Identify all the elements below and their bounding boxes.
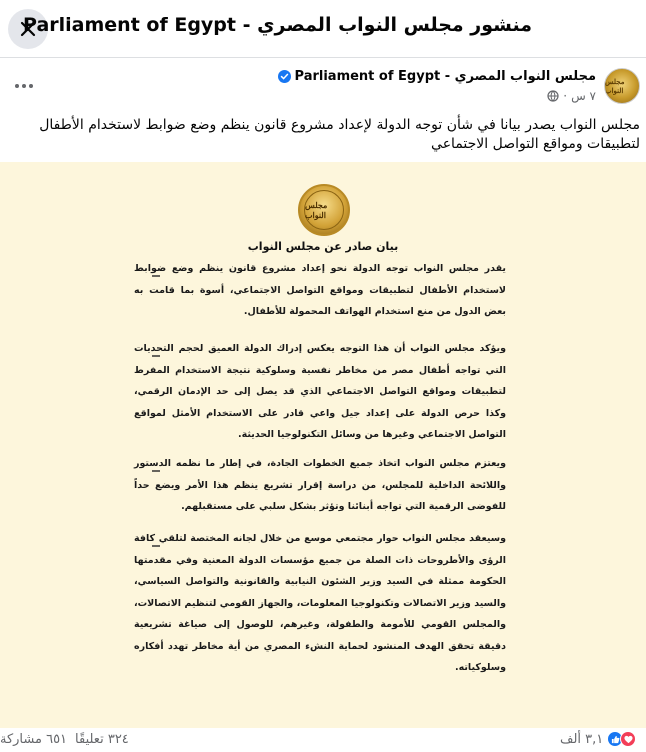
document-paragraph: وسيعقد مجلس النواب حوار مجتمعي موسع من خلال لجانه المختصة لتلقي كافة الرؤى والأطروحات ذات الصلة من جميع مؤسسات الدولة المعنية وفي مقدمتها الحكومة ممثلة في السيد وزير الشئون النيابية والقانونية والتواصل السياسي، والسيد وزير الاتصالات وتكنولوجيا المعلومات، والجهاز القومي لتنظيم الاتصالات، والمجلس القومي للأمومة والطفولة، وغيرهم، للوصول إلى صياغة تشريعية دقيقة تحقق الهدف المنشود لحماية النشء المصري من أية مخاطر تهدد أفكاره وسلوكياته. [134,533,506,673]
reactions-summary[interactable] [560,731,636,747]
seal-text: مجلس النواب [305,200,328,220]
verified-badge-icon [278,70,291,83]
more-dots-icon [14,83,34,89]
document-paragraph: يقدر مجلس النواب توجه الدولة نحو إعداد مشروع قانون ينظم وضع ضوابط لاستخدام الأطفال لتطبيقات ومواقع التواصل الاجتماعي، أسوة بما قامت به بعض الدول من منع استخدام الهواتف المحمولة للأطفال. [134,263,506,317]
post-meta [547,89,596,103]
avatar[interactable] [604,68,640,104]
avatar-logo-text: مجلس النواب [605,77,625,95]
dialog-header [0,0,646,58]
post-caption: مجلس النواب يصدر بيانا في شأن توجه الدولة لإعداد مشروع قانون ينظم وضع ضوابط لاستخدام الأطفال لتطبيقات ومواقع التواصل الاجتماعي [39,117,640,152]
meta-separator: · [563,89,568,103]
dialog-title: منشور مجلس النواب المصري - Parliament of Egypt [23,14,532,36]
globe-icon [547,90,559,102]
love-reaction-icon [620,731,636,747]
post-footer [0,728,646,752]
document-paragraph: ويعتزم مجلس النواب اتخاذ جميع الخطوات الجادة، في إطار ما نظمه الدستور واللائحة الداخلية للمجلس، من دراسة إقرار تشريع ينظم هذا الأمر ويضع حداً للفوضى الرقمية التي تواجه أبنائنا وتؤثر بشكل سلبي على مستقبلهم. [134,458,506,512]
document-paragraph: ويؤكد مجلس النواب أن هذا التوجه يعكس إدراك الدولة العميق لحجم التحديات التي تواجه أطفال مصر من مخاطر نفسية وسلوكية نتيجة الاستخدام المفرط لتطبيقات ومواقع التواصل الاجتماعي الذي قد يصل إلى حد الإدمان الرقمي، وكذا حرص الدولة على إعداد جيل واعي قادر على الاستخدام الأمثل لمواقع التواصل الاجتماعي وغيرها من وسائل التكنولوجيا الحديثة. [134,343,506,440]
more-options-button[interactable] [12,76,36,96]
post-time[interactable]: ٧ س [571,89,596,103]
document-heading: بيان صادر عن مجلس النواب [247,240,399,253]
page-name-row [278,69,596,84]
shares-count-link[interactable]: ٦٥١ مشاركة [0,732,68,747]
post-image[interactable] [0,162,646,728]
post-header [0,58,646,114]
parliament-seal [298,184,350,236]
reactions-count: ٣,١ ألف [560,731,604,747]
page-name-link[interactable]: مجلس النواب المصري - Parliament of Egypt [294,69,596,84]
comments-count-link[interactable]: ٣٢٤ تعليقًا [75,732,129,747]
engagement-counts [0,732,129,747]
